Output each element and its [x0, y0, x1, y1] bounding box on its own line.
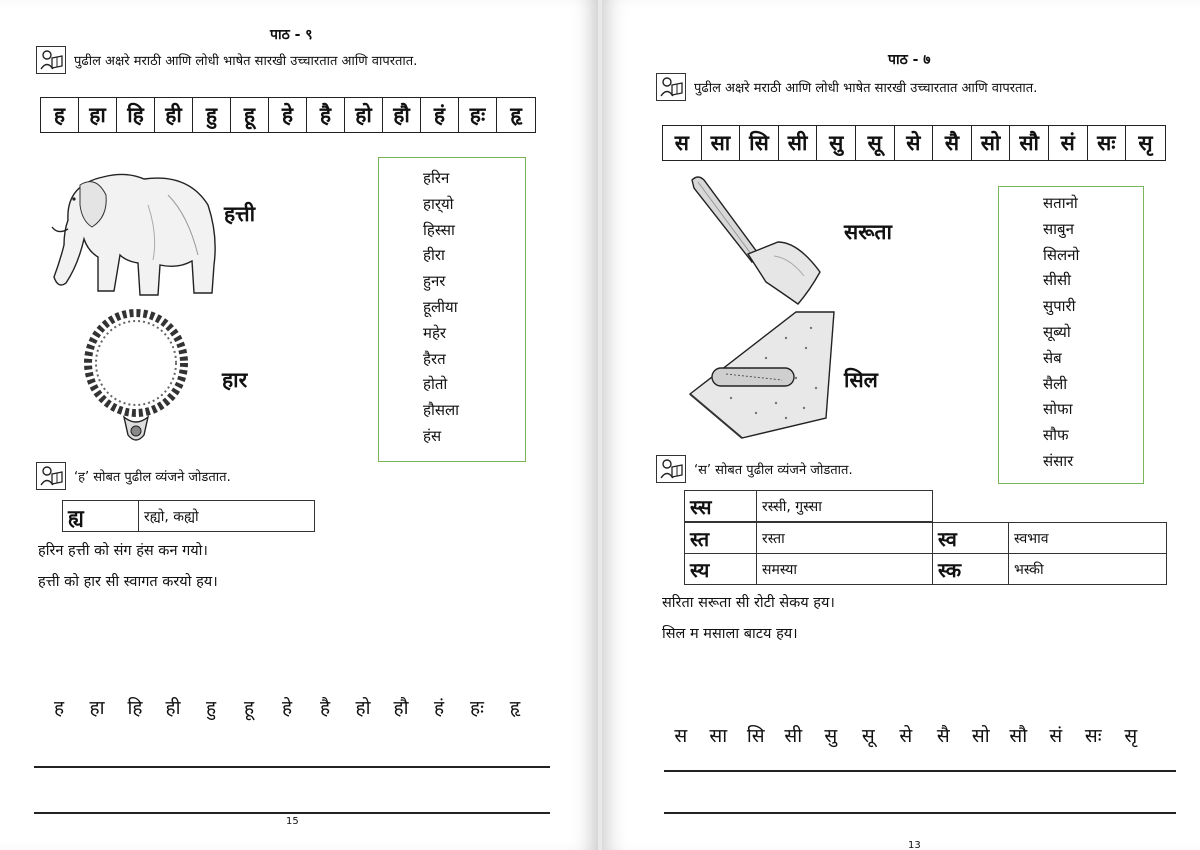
picture-word-elephant: हत्ती: [224, 202, 256, 226]
conjunct-example-cell: भस्की: [1009, 554, 1167, 585]
sentence: हरिन हत्ती को संग हंस कन गयो।: [38, 543, 208, 559]
conjunct-instruction-text: ‘ह’ सोबत पुढील व्यंजने जोडतात.: [74, 470, 231, 485]
word-list: [999, 187, 1143, 475]
letter-cell: सृ: [1138, 131, 1153, 155]
list-item: हीरा: [423, 246, 445, 265]
picture-word-necklace: हार: [222, 368, 248, 392]
letter-cell: है: [307, 98, 345, 132]
instruction-row: [656, 73, 1037, 101]
letter-cell: सो: [972, 126, 1011, 160]
conjunct-example-cell: रह्यो, कह्यो: [139, 501, 315, 532]
letter-cell: से: [895, 126, 934, 160]
sentence: सिल म मसाला बाटय हय।: [662, 626, 798, 642]
list-item: सतानो: [1043, 194, 1078, 212]
practice-letters: [662, 722, 1150, 748]
table-row: [63, 501, 315, 532]
list-item: सोफा: [1043, 400, 1073, 419]
sentence: हत्ती को हार सी स्वागत करयो हय।: [38, 574, 218, 590]
letter-cell: सा: [702, 126, 741, 160]
letter-cell: ही: [155, 98, 193, 132]
conjunct-instruction-text: ‘स’ सोबत पुढील व्यंजने जोडतात.: [694, 463, 853, 478]
practice-letter: सै: [936, 725, 950, 747]
picture-word-spatula: सरूता: [844, 220, 892, 244]
practice-letter: सु: [824, 725, 838, 747]
instruction-text: पुढील अक्षरे मराठी आणि लोधी भाषेत सारखी उच्चारतात आणि वापरतात.: [694, 81, 1038, 96]
letter-cell: सु: [817, 126, 856, 160]
practice-letter: हू: [243, 697, 255, 719]
practice-letter: सा: [709, 725, 728, 747]
letter-table: [662, 125, 1166, 161]
instruction-row: [36, 46, 417, 74]
practice-letter: हः: [470, 697, 484, 719]
conjunct-cell: स्स: [685, 491, 757, 522]
picture-word-stone: सिल: [844, 368, 878, 392]
grinding-stone-illustration: [686, 308, 836, 444]
letter-cell: हः: [459, 98, 497, 132]
conjunct-table: [684, 490, 933, 522]
conjunct-cell: स्त: [685, 523, 757, 554]
practice-letter: हं: [433, 697, 445, 719]
reading-child-icon: [656, 455, 686, 483]
practice-letter: हृ: [509, 697, 521, 719]
reading-child-icon: [36, 462, 66, 490]
reading-child-icon: [36, 46, 66, 74]
conjunct-table: [62, 500, 315, 532]
writing-line: [664, 812, 1176, 814]
page-number: 15: [286, 816, 299, 827]
conjunct-example-cell: रस्ता: [757, 523, 933, 554]
list-item: सिलनो: [1043, 245, 1080, 264]
word-list-box: [998, 186, 1144, 484]
letter-cell: सू: [856, 126, 895, 160]
letter-cell: सी: [779, 126, 818, 160]
letter-cell: स: [663, 126, 702, 160]
reading-child-icon: [656, 73, 686, 101]
conjunct-example-cell: रस्सी, गुस्सा: [757, 491, 933, 522]
list-item: हार्‌यो: [423, 194, 454, 213]
list-item: महेर: [423, 323, 447, 342]
list-item: सीसी: [1043, 271, 1072, 290]
list-item: होतो: [423, 375, 448, 394]
letter-cell: हा: [79, 98, 117, 132]
conjunct-example-cell: समस्या: [757, 554, 933, 585]
word-list-box: [378, 157, 526, 462]
practice-letter: स: [674, 725, 688, 747]
letter-cell: हृ: [510, 103, 522, 127]
practice-letter: हि: [127, 697, 143, 719]
table-row: [685, 554, 1167, 585]
table-row: [685, 491, 933, 522]
practice-letter: ही: [165, 697, 181, 719]
practice-letter: सं: [1049, 725, 1063, 747]
letter-table: [40, 97, 536, 133]
word-list: [379, 158, 525, 450]
list-item: सैली: [1043, 374, 1068, 393]
elephant-illustration: [48, 165, 220, 304]
page-number: 13: [908, 840, 921, 850]
table-row: [685, 523, 1167, 554]
letter-cell: हि: [117, 98, 155, 132]
instruction-text: पुढील अक्षरे मराठी आणि लोधी भाषेत सारखी उच्चारतात आणि वापरतात.: [74, 54, 418, 69]
list-item: हुनर: [423, 272, 446, 291]
letter-cell: हू: [231, 98, 269, 132]
list-item: सुपारी: [1043, 297, 1076, 316]
conjunct-example-cell: स्वभाव: [1009, 523, 1167, 554]
letter-cell: हु: [193, 98, 231, 132]
right-page: [602, 0, 1200, 850]
practice-letter: सृ: [1124, 725, 1138, 747]
writing-line: [34, 766, 550, 768]
list-item: सूब्यो: [1043, 322, 1071, 341]
sentence: सरिता सरूता सी रोटी सेकय हय।: [662, 595, 835, 611]
necklace-illustration: [76, 307, 196, 456]
letter-cell: हे: [269, 98, 307, 132]
list-item: सेब: [1043, 348, 1062, 367]
lesson-title: पाठ - ९: [270, 27, 313, 43]
practice-letter: है: [319, 697, 331, 719]
letter-cell: सः: [1088, 126, 1127, 160]
left-page: [0, 0, 598, 850]
letter-cell: हो: [345, 98, 383, 132]
practice-letter: से: [899, 725, 913, 747]
list-item: हौसला: [423, 401, 460, 420]
sentences: [662, 588, 835, 650]
list-item: हूलीया: [423, 297, 458, 316]
letter-cell: सौ: [1010, 126, 1049, 160]
conjunct-cell: ह्य: [63, 501, 139, 532]
letter-cell: ह: [41, 98, 79, 132]
conjunct-cell: स्क: [933, 554, 1009, 585]
list-item: हिस्सा: [423, 220, 455, 239]
practice-letter: हो: [355, 697, 371, 719]
conjunct-instruction-row: [36, 462, 231, 490]
practice-letter: हु: [205, 697, 217, 719]
writing-line: [664, 770, 1176, 772]
list-item: हंस: [423, 426, 442, 445]
practice-letter: सः: [1084, 725, 1102, 747]
list-item: हरिन: [423, 169, 450, 187]
lesson-title: पाठ - ७: [888, 52, 931, 68]
conjunct-table: [684, 522, 1167, 585]
practice-letter: हे: [281, 697, 293, 719]
list-item: हैरत: [423, 349, 446, 368]
letter-cell: हं: [421, 98, 459, 132]
practice-letter: सो: [971, 725, 990, 747]
practice-letter: ह: [53, 697, 65, 719]
list-item: सौफ: [1043, 426, 1069, 445]
practice-letter: सौ: [1009, 725, 1028, 747]
practice-letter: हौ: [393, 697, 409, 719]
letter-cell: सै: [933, 126, 972, 160]
conjunct-instruction-row: [656, 455, 853, 483]
practice-letter: हा: [89, 697, 105, 719]
spatula-illustration: [686, 172, 826, 311]
letter-cell: सि: [740, 126, 779, 160]
practice-letter: सी: [784, 725, 803, 747]
practice-letter: सि: [746, 725, 765, 747]
conjunct-cell: स्व: [933, 523, 1009, 554]
sentences: [38, 536, 218, 598]
practice-letters: [40, 694, 534, 720]
list-item: संसार: [1043, 451, 1074, 470]
conjunct-cell: स्य: [685, 554, 757, 585]
practice-letter: सू: [861, 725, 875, 747]
letter-cell: सं: [1049, 126, 1088, 160]
letter-cell: हौ: [383, 98, 421, 132]
writing-line: [34, 812, 550, 814]
list-item: साबुन: [1043, 219, 1074, 238]
